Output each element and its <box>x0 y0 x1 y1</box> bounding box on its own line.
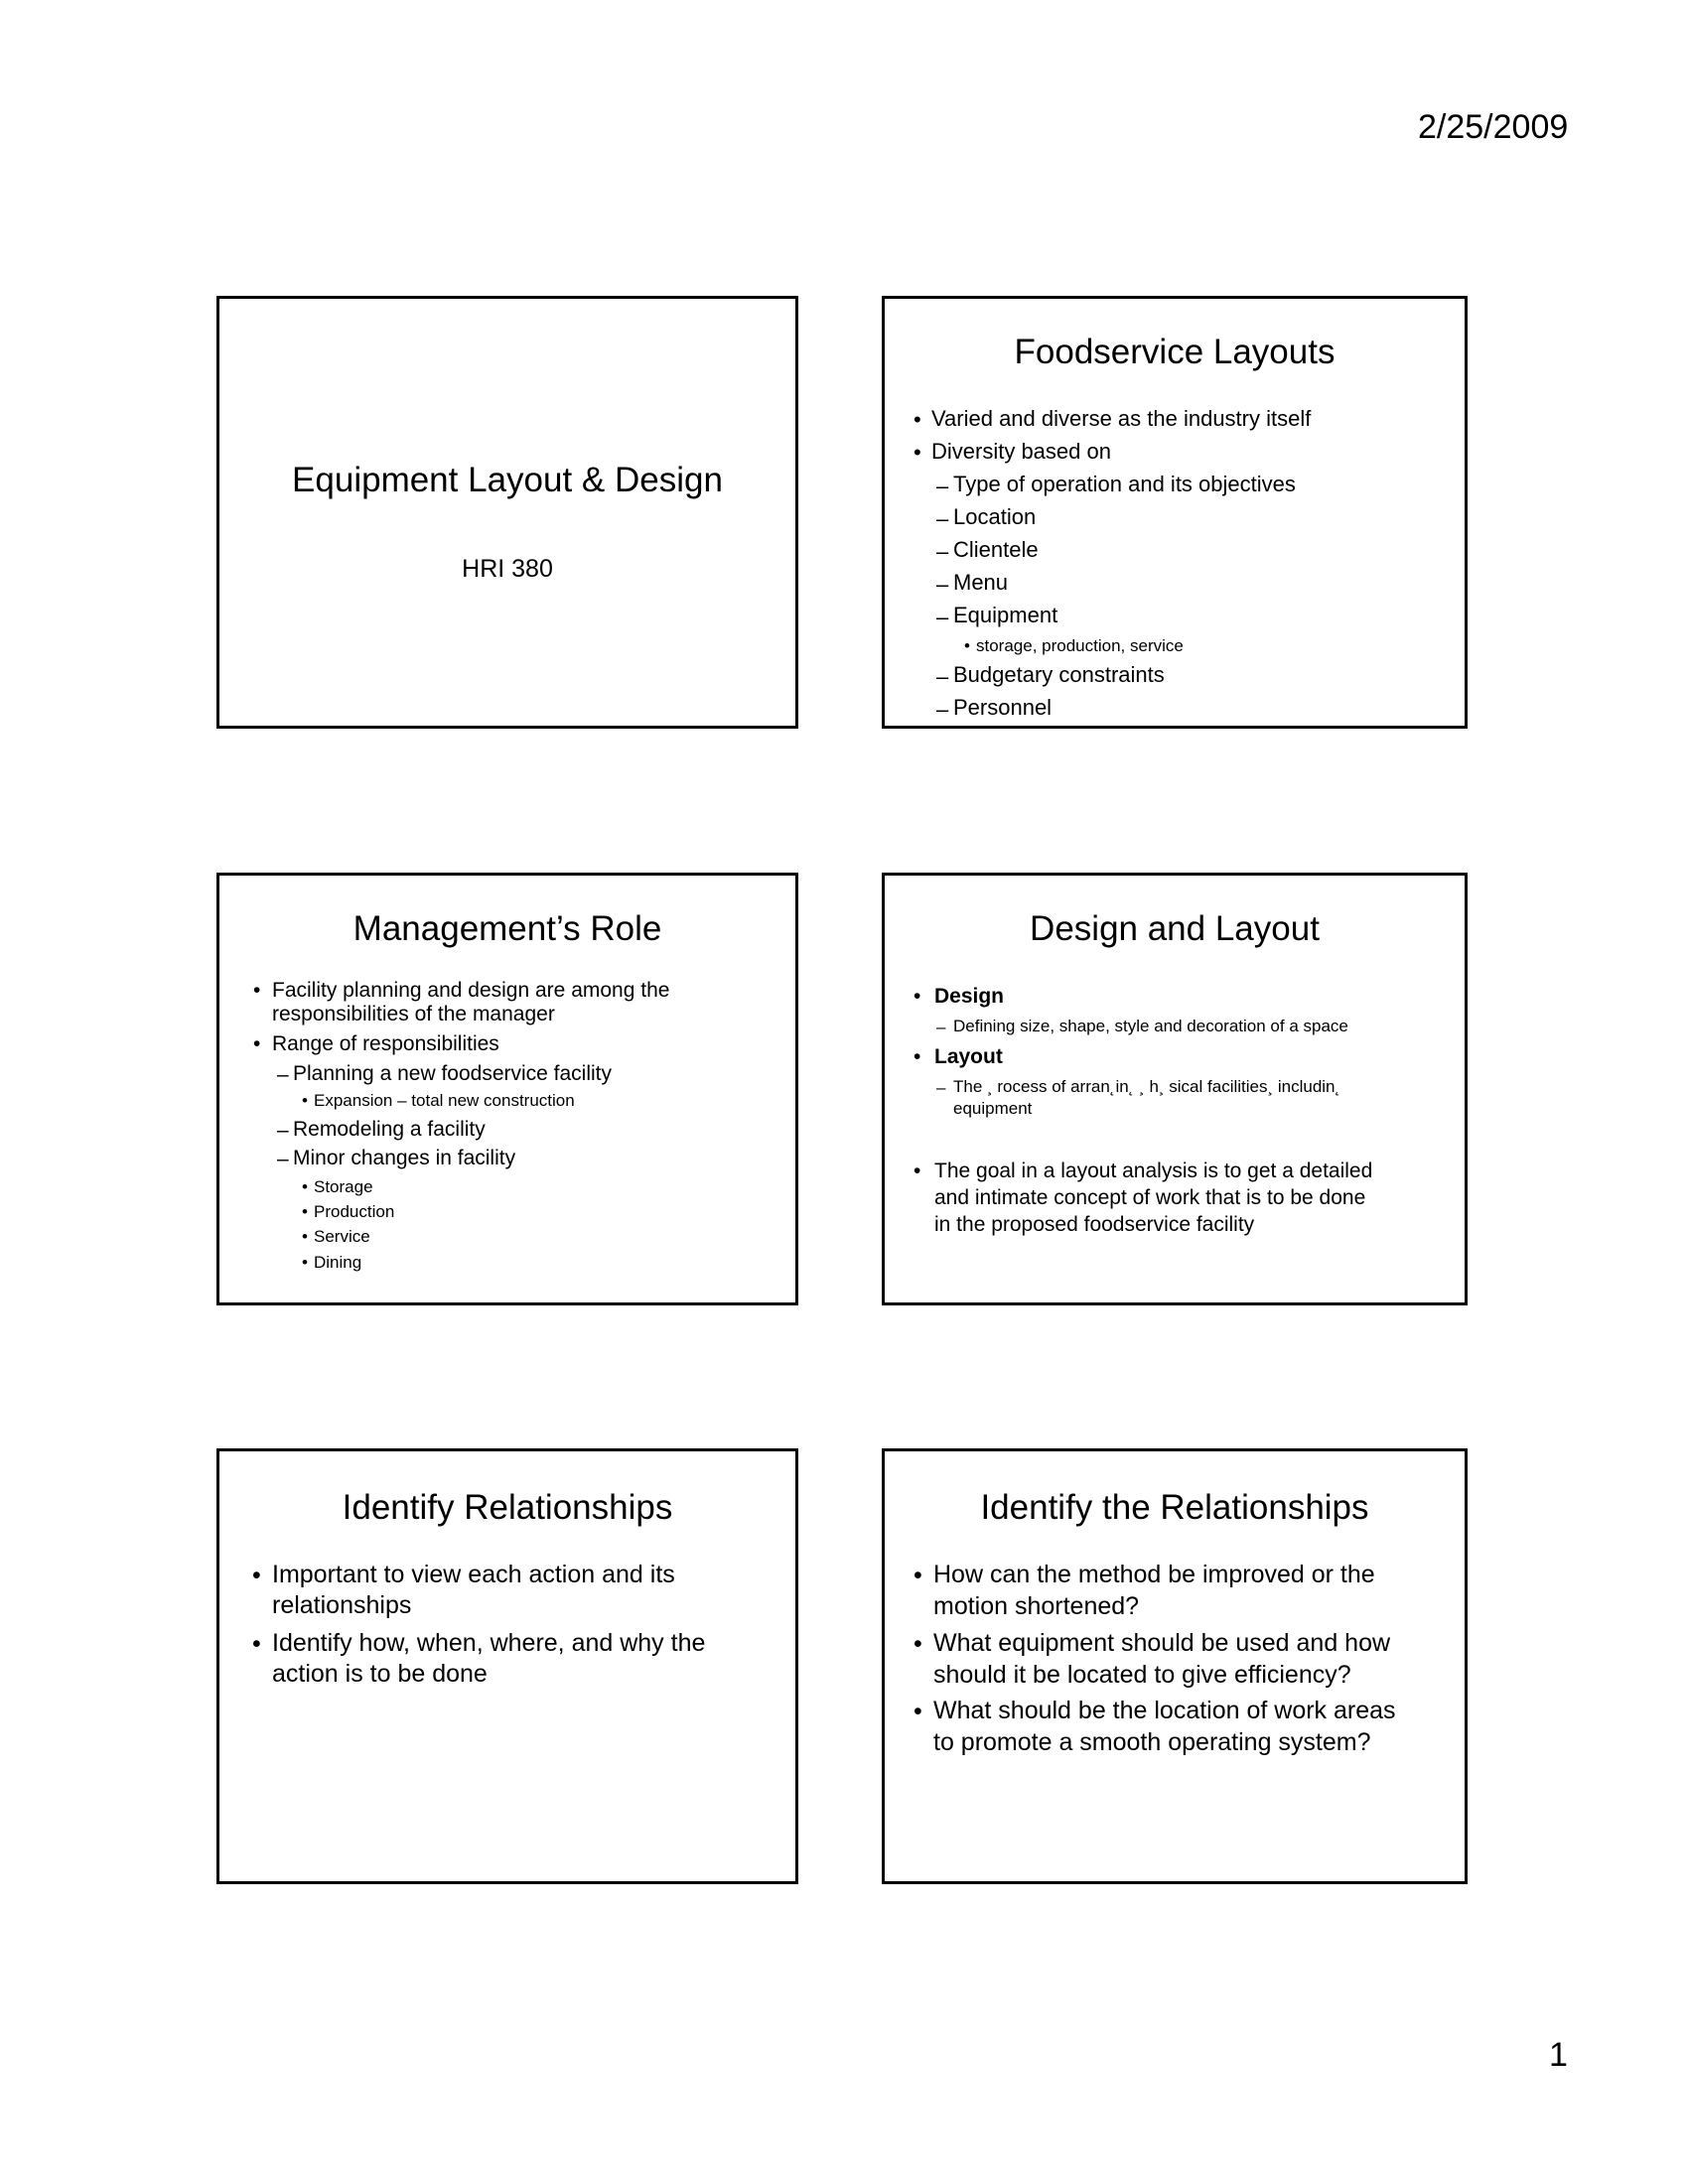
list-item: Dining <box>314 1253 362 1272</box>
list-item: Menu <box>953 570 1009 595</box>
list-item: Location <box>953 504 1037 529</box>
list-item: Varied and diverse as the industry itself <box>931 406 1312 431</box>
list-item-continuation: motion shortened? <box>933 1592 1140 1620</box>
list-item: Personnel <box>953 695 1053 720</box>
bullet-dot-icon: • <box>914 1045 921 1068</box>
dash-icon: – <box>277 1148 289 1170</box>
list-item-heading: Design <box>934 985 1005 1008</box>
list-item: How can the method be improved or the <box>933 1561 1375 1588</box>
slide-title: Identify Relationships <box>342 1488 673 1527</box>
bullet-dot-icon: • <box>253 979 261 1002</box>
slide-5-identify-relationships <box>216 1448 798 1884</box>
list-item-continuation: and intimate concept of work that is to be done <box>934 1186 1366 1209</box>
slide-2-foodservice-layouts <box>882 296 1468 729</box>
bullet-dot-icon: • <box>914 985 921 1008</box>
list-item: Service <box>314 1227 370 1246</box>
bullet-dot-icon: • <box>914 1698 922 1725</box>
list-item-continuation: relationships <box>272 1591 412 1619</box>
dash-icon: – <box>936 572 949 597</box>
bullet-dot-icon: • <box>914 440 921 465</box>
bullet-dot-icon: • <box>302 1177 308 1196</box>
bullet-dot-icon: • <box>253 1032 261 1055</box>
slide-4-design-and-layout <box>882 873 1468 1305</box>
dash-icon: – <box>277 1119 289 1142</box>
bullet-dot-icon: • <box>302 1202 308 1221</box>
list-item: Equipment <box>953 603 1058 627</box>
list-item: Diversity based on <box>931 439 1111 464</box>
list-item: Storage <box>314 1177 373 1196</box>
list-item: Defining size, shape, style and decoration of a space <box>953 1017 1348 1035</box>
list-item: Remodeling a facility <box>293 1118 486 1141</box>
dash-icon: – <box>936 697 949 722</box>
dash-icon: – <box>936 506 949 531</box>
list-item-continuation: in the proposed foodservice facility <box>934 1213 1255 1236</box>
dash-icon: – <box>936 605 949 629</box>
dash-icon: – <box>936 1018 946 1036</box>
slide-title: Management’s Role <box>352 909 662 948</box>
slide-6-identify-the-relationships <box>882 1448 1468 1884</box>
list-item: Range of responsibilities <box>272 1032 499 1055</box>
list-item: Important to view each action and its <box>272 1561 675 1588</box>
slide-subtitle: HRI 380 <box>462 555 553 583</box>
bullet-dot-icon: • <box>302 1253 308 1272</box>
list-item: Planning a new foodservice facility <box>293 1062 613 1085</box>
list-item: Minor changes in facility <box>293 1147 516 1169</box>
slide-title: Foodservice Layouts <box>1014 333 1336 371</box>
bullet-dot-icon: • <box>964 636 970 655</box>
slide-title: Equipment Layout & Design <box>292 461 723 499</box>
slide-title: Design and Layout <box>1030 909 1320 948</box>
list-item-continuation: action is to be done <box>272 1660 488 1688</box>
slide-3-managements-role <box>216 873 798 1305</box>
bullet-dot-icon: • <box>914 1562 922 1589</box>
bullet-dot-icon: • <box>914 1160 921 1182</box>
list-item: Production <box>314 1202 395 1221</box>
list-item-continuation: responsibilities of the manager <box>272 1003 555 1025</box>
bullet-dot-icon: • <box>252 1630 261 1658</box>
dash-icon: – <box>936 664 949 689</box>
list-item-heading: Layout <box>934 1045 1003 1068</box>
list-item: What should be the location of work areas <box>933 1697 1396 1724</box>
list-item: Type of operation and its objectives <box>953 472 1296 496</box>
list-item-continuation: should it be located to give efficiency? <box>933 1661 1351 1689</box>
list-item: What equipment should be used and how <box>933 1629 1391 1657</box>
bullet-dot-icon: • <box>914 407 921 432</box>
bullet-dot-icon: • <box>302 1091 308 1110</box>
list-item: storage, production, service <box>976 636 1184 655</box>
page-number: 1 <box>1549 2036 1568 2074</box>
dash-icon: – <box>936 539 949 564</box>
list-item-continuation: equipment <box>953 1099 1033 1118</box>
list-item: Identify how, when, where, and why the <box>272 1629 706 1657</box>
list-item-continuation: to promote a smooth operating system? <box>933 1728 1371 1756</box>
list-item: Expansion – total new construction <box>314 1091 575 1110</box>
dash-icon: – <box>936 1078 946 1097</box>
list-item: Facility planning and design are among the <box>272 979 670 1002</box>
list-item: The ¸ rocess of arran˛in˛ ¸ h¸ sical facilities¸ includin˛ <box>953 1077 1341 1096</box>
slide-1-equipment-layout-design <box>216 296 798 729</box>
dash-icon: – <box>277 1063 289 1086</box>
list-item: Budgetary constraints <box>953 662 1165 687</box>
slide-title: Identify the Relationships <box>980 1488 1369 1527</box>
list-item: Clientele <box>953 537 1039 562</box>
dash-icon: – <box>936 474 949 498</box>
bullet-dot-icon: • <box>914 1630 922 1658</box>
bullet-dot-icon: • <box>252 1562 261 1589</box>
page-date: 2/25/2009 <box>1418 108 1569 146</box>
bullet-dot-icon: • <box>302 1227 308 1246</box>
list-item: The goal in a layout analysis is to get a detailed <box>934 1160 1373 1182</box>
